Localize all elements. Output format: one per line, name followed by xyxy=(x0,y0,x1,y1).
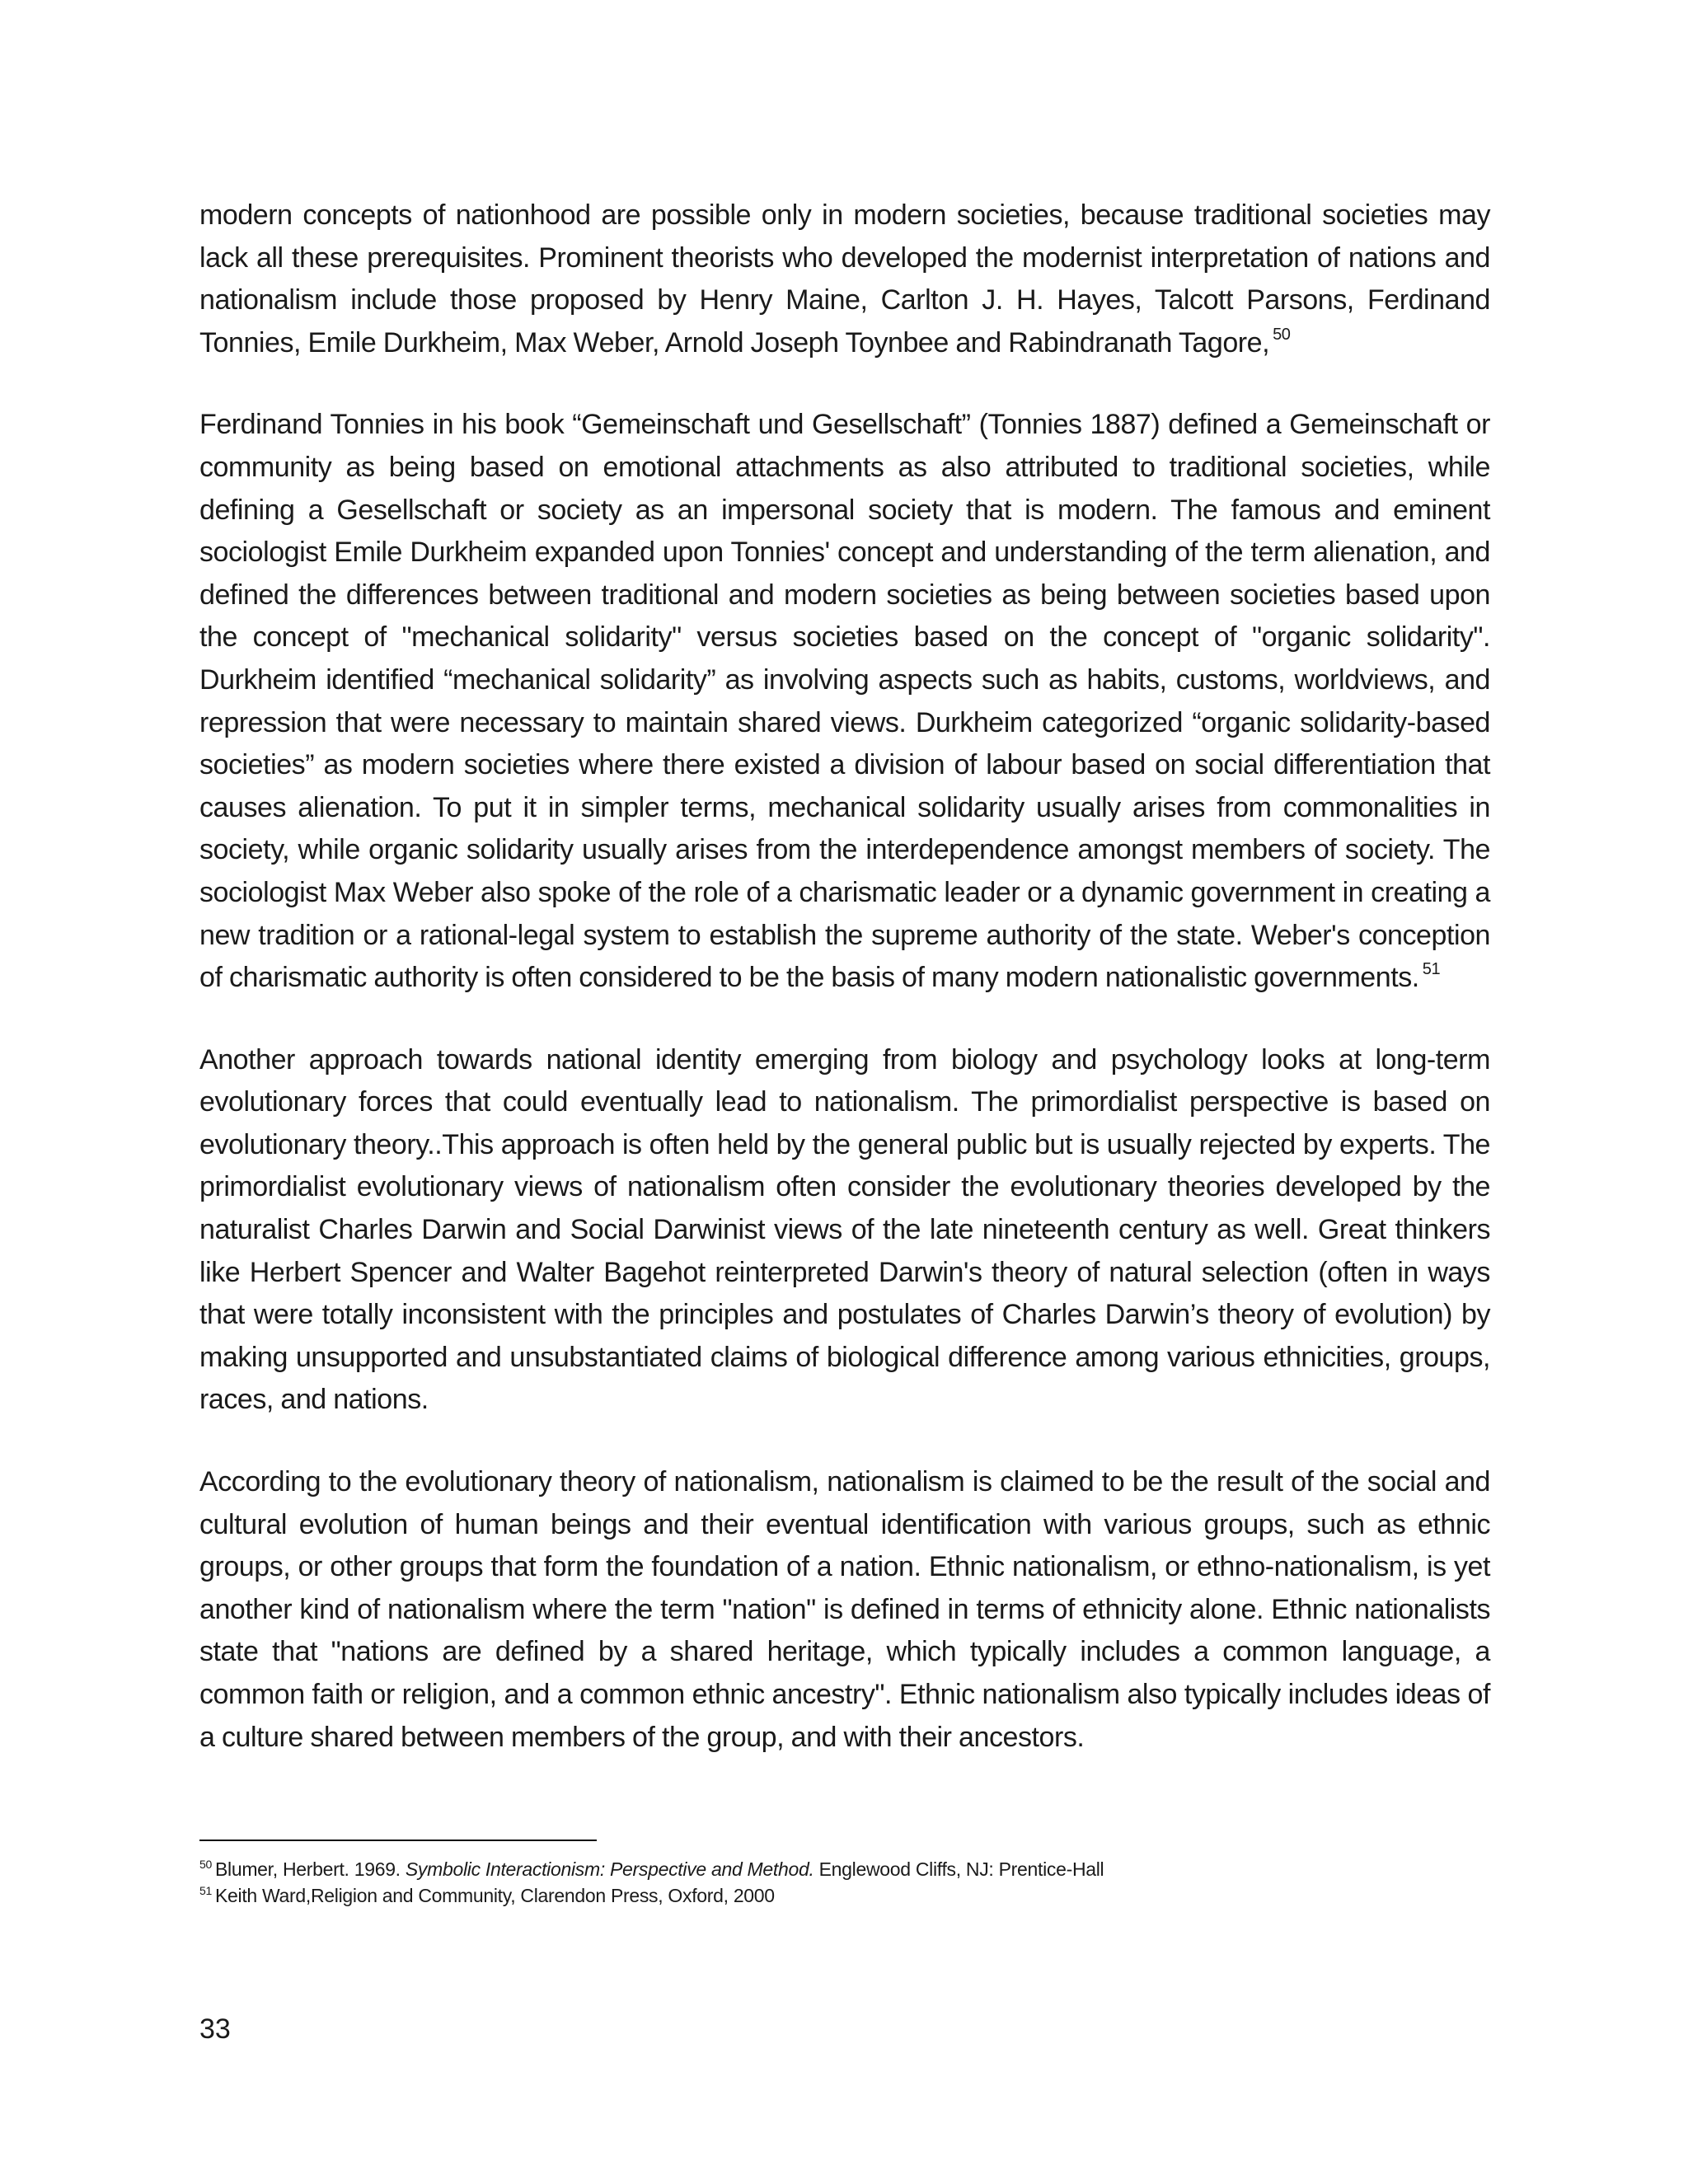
footnote-text: Blumer, Herbert. 1969. xyxy=(214,1858,401,1880)
footnote-title: Symbolic Interactionism: Perspective and Method. xyxy=(405,1858,814,1880)
paragraph-text: modern concepts of nationhood are possible only in modern societies, because traditional societies may lack all these prerequisites. Prominent theorists who developed the modernist interpretation of nations and nationalism include those proposed by Henry Maine, Carlton J. H. Hayes, Talcott Parsons, Ferdinand Tonnies, Emile Durkheim, Max Weber, Arnold Joseph Toynbee and Rabindranath Tagore, xyxy=(199,199,1490,359)
footnote-ref-51[interactable]: 51 xyxy=(1422,960,1441,979)
body-text xyxy=(199,194,1490,1759)
footnote-publisher: Englewood Cliffs, NJ: Prentice-Hall xyxy=(818,1858,1104,1880)
paragraph-text: According to the evolutionary theory of nationalism, nationalism is claimed to be the result of the social and cultural evolution of human beings and their eventual identification with various groups, such as ethnic groups, or other groups that form the foundation of a nation. Ethnic nationalism, or ethno-nationalism, is yet another kind of nationalism where the term "nation" is defined in terms of ethnicity alone. Ethnic nationalists state that "nations are defined by a shared heritage, which typically includes a common language, a common faith or religion, and a common ethnic ancestry". Ethnic nationalism also typically includes ideas of a culture shared between members of the group, and with their ancestors. xyxy=(199,1466,1490,1753)
footnote-50 xyxy=(199,1856,1490,1882)
footnote-separator xyxy=(199,1840,597,1841)
paragraph-text: Another approach towards national identity emerging from biology and psychology looks at long-term evolutionary forces that could eventually lead to nationalism. The primordialist perspective is based on evolutionary theory..This approach is often held by the general public but is usually rejected by experts. The primordialist evolutionary views of nationalism often consider the evolutionary theories developed by the naturalist Charles Darwin and Social Darwinist views of the late nineteenth century as well. Great thinkers like Herbert Spencer and Walter Bagehot reinterpreted Darwin's theory of natural selection (often in ways that were totally inconsistent with the principles and postulates of Charles Darwin’s theory of evolution) by making unsupported and unsubstantiated claims of biological difference among various ethnicities, groups, races, and nations. xyxy=(199,1043,1490,1416)
footnote-text: Keith Ward,Religion and Community, Clarendon Press, Oxford, 2000 xyxy=(214,1885,775,1906)
page-number: 33 xyxy=(199,2013,231,2045)
paragraph-evolutionary-theory xyxy=(199,1461,1490,1759)
footnotes xyxy=(199,1856,1490,1909)
footnote-51 xyxy=(199,1882,1490,1909)
paragraph-tonnies-durkheim-weber xyxy=(199,404,1490,999)
paragraph-primordialist-perspective xyxy=(199,1039,1490,1422)
footnote-number: 51 xyxy=(199,1884,212,1897)
footnote-number: 50 xyxy=(199,1858,212,1871)
paragraph-text: Ferdinand Tonnies in his book “Gemeinschaft und Gesellschaft” (Tonnies 1887) defined a Gemeinschaft or community as being based on emotional attachments as also attributed to traditional societies, while defining a Gesellschaft or society as an impersonal society that is modern. The famous and eminent sociologist Emile Durkheim expanded upon Tonnies' concept and understanding of the term alienation, and defined the differences between traditional and modern societies as being between societies based upon the concept of "mechanical solidarity" versus societies based on the concept of "organic solidarity". Durkheim identified “mechanical solidarity” as involving aspects such as habits, customs, worldviews, and repression that were necessary to maintain shared views. Durkheim categorized “organic solidarity-based societies” as modern societies where there existed a division of labour based on social differentiation that causes alienation. To put it in simpler terms, mechanical solidarity usually arises from commonalities in society, while organic solidarity usually arises from the interdependence amongst members of society. The sociologist Max Weber also spoke of the role of a charismatic leader or a dynamic government in creating a new tradition or a rational-legal system to establish the supreme authority of the state. Weber's conception of charismatic authority is often considered to be the basis of many modern nationalistic governments. xyxy=(199,409,1490,994)
paragraph-modernist-theorists xyxy=(199,194,1490,364)
footnote-ref-50[interactable]: 50 xyxy=(1273,325,1291,344)
